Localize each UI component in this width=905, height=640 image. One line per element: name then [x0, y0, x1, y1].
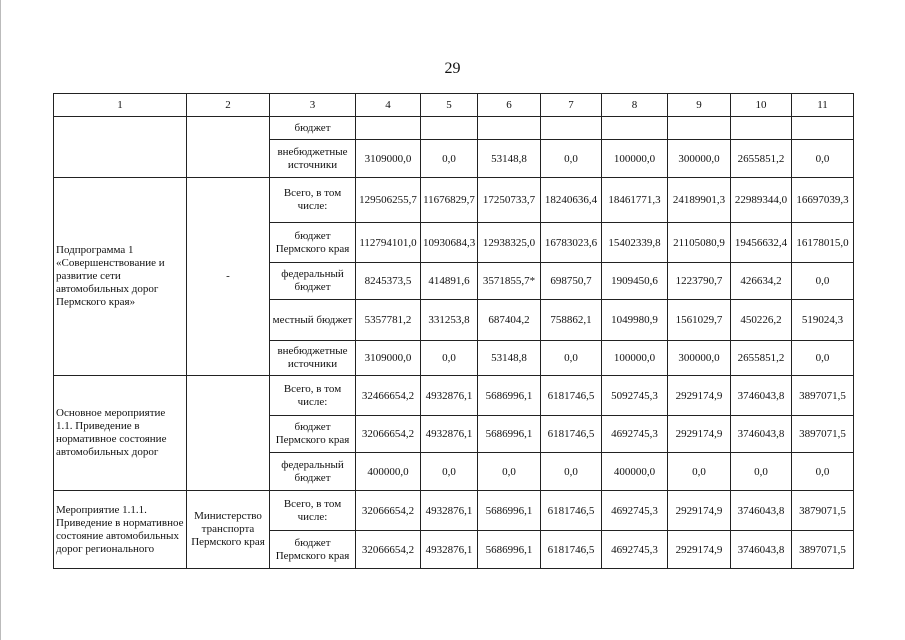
- amount-cell: 0,0: [541, 140, 602, 178]
- funding-source-cell: местный бюджет: [270, 300, 356, 341]
- column-header: 10: [731, 94, 792, 117]
- amount-cell: 2655851,2: [731, 140, 792, 178]
- table-row: [54, 376, 854, 416]
- funding-source-cell: бюджет Пермского края: [270, 416, 356, 453]
- amount-cell: 32066654,2: [356, 531, 421, 569]
- amount-cell: 53148,8: [478, 341, 541, 376]
- table-row: [54, 178, 854, 223]
- amount-cell: 3109000,0: [356, 341, 421, 376]
- amount-cell: 16783023,6: [541, 223, 602, 263]
- column-header: 1: [54, 94, 187, 117]
- amount-cell: 0,0: [792, 263, 854, 300]
- amount-cell: 698750,7: [541, 263, 602, 300]
- column-header: 3: [270, 94, 356, 117]
- amount-cell: 6181746,5: [541, 531, 602, 569]
- amount-cell: 0,0: [541, 341, 602, 376]
- amount-cell: [602, 117, 668, 140]
- executor-cell: Министерство транспорта Пермского края: [187, 491, 270, 569]
- amount-cell: 5092745,3: [602, 376, 668, 416]
- amount-cell: 129506255,7: [356, 178, 421, 223]
- amount-cell: 2929174,9: [668, 416, 731, 453]
- amount-cell: 3897071,5: [792, 531, 854, 569]
- amount-cell: [356, 117, 421, 140]
- column-header: 9: [668, 94, 731, 117]
- amount-cell: 22989344,0: [731, 178, 792, 223]
- column-header: 7: [541, 94, 602, 117]
- amount-cell: 3897071,5: [792, 416, 854, 453]
- amount-cell: 100000,0: [602, 140, 668, 178]
- amount-cell: 4932876,1: [421, 491, 478, 531]
- amount-cell: 18240636,4: [541, 178, 602, 223]
- table-row: [54, 117, 854, 140]
- column-header: 11: [792, 94, 854, 117]
- table-row: [54, 491, 854, 531]
- column-header: 4: [356, 94, 421, 117]
- budget-table: [53, 93, 854, 569]
- amount-cell: 1223790,7: [668, 263, 731, 300]
- amount-cell: 16697039,3: [792, 178, 854, 223]
- program-name-cell: Подпрограмма 1 «Совершенствование и развитие сети автомобильных дорог Пермского края»: [54, 178, 187, 376]
- amount-cell: 24189901,3: [668, 178, 731, 223]
- amount-cell: 1561029,7: [668, 300, 731, 341]
- amount-cell: 687404,2: [478, 300, 541, 341]
- amount-cell: 0,0: [478, 453, 541, 491]
- funding-source-cell: внебюджетные источники: [270, 341, 356, 376]
- amount-cell: 6181746,5: [541, 491, 602, 531]
- amount-cell: 4692745,3: [602, 416, 668, 453]
- amount-cell: 8245373,5: [356, 263, 421, 300]
- amount-cell: [541, 117, 602, 140]
- amount-cell: 300000,0: [668, 140, 731, 178]
- amount-cell: 112794101,0: [356, 223, 421, 263]
- amount-cell: 3897071,5: [792, 376, 854, 416]
- funding-source-cell: Всего, в том числе:: [270, 178, 356, 223]
- amount-cell: 16178015,0: [792, 223, 854, 263]
- amount-cell: 6181746,5: [541, 376, 602, 416]
- amount-cell: 6181746,5: [541, 416, 602, 453]
- amount-cell: 758862,1: [541, 300, 602, 341]
- amount-cell: 519024,3: [792, 300, 854, 341]
- amount-cell: 1909450,6: [602, 263, 668, 300]
- amount-cell: 300000,0: [668, 341, 731, 376]
- amount-cell: 53148,8: [478, 140, 541, 178]
- page-number: 29: [444, 60, 461, 77]
- funding-source-cell: бюджет Пермского края: [270, 223, 356, 263]
- executor-cell: [187, 376, 270, 491]
- amount-cell: 3746043,8: [731, 416, 792, 453]
- amount-cell: 0,0: [792, 140, 854, 178]
- funding-source-cell: внебюджетные источники: [270, 140, 356, 178]
- program-name-cell: Мероприятие 1.1.1. Приведение в нормативное состояние автомобильных дорог регионального: [54, 491, 187, 569]
- funding-source-cell: федеральный бюджет: [270, 263, 356, 300]
- amount-cell: 100000,0: [602, 341, 668, 376]
- amount-cell: 4932876,1: [421, 376, 478, 416]
- amount-cell: 3571855,7*: [478, 263, 541, 300]
- amount-cell: 400000,0: [356, 453, 421, 491]
- amount-cell: 2929174,9: [668, 376, 731, 416]
- page-edge: [0, 0, 1, 640]
- amount-cell: 5686996,1: [478, 531, 541, 569]
- amount-cell: 3879071,5: [792, 491, 854, 531]
- amount-cell: 2929174,9: [668, 531, 731, 569]
- amount-cell: 0,0: [792, 341, 854, 376]
- amount-cell: 4932876,1: [421, 531, 478, 569]
- funding-source-cell: федеральный бюджет: [270, 453, 356, 491]
- amount-cell: [478, 117, 541, 140]
- amount-cell: 3746043,8: [731, 491, 792, 531]
- amount-cell: [421, 117, 478, 140]
- amount-cell: 0,0: [421, 341, 478, 376]
- amount-cell: 331253,8: [421, 300, 478, 341]
- amount-cell: 0,0: [541, 453, 602, 491]
- amount-cell: 400000,0: [602, 453, 668, 491]
- column-header: 8: [602, 94, 668, 117]
- amount-cell: 10930684,3: [421, 223, 478, 263]
- amount-cell: 11676829,7: [421, 178, 478, 223]
- amount-cell: 0,0: [421, 140, 478, 178]
- program-name-cell: Основное мероприятие 1.1. Приведение в нормативное состояние автомобильных дорог: [54, 376, 187, 491]
- amount-cell: 0,0: [421, 453, 478, 491]
- amount-cell: 4932876,1: [421, 416, 478, 453]
- funding-source-cell: бюджет: [270, 117, 356, 140]
- amount-cell: 19456632,4: [731, 223, 792, 263]
- amount-cell: 32066654,2: [356, 416, 421, 453]
- column-header: 6: [478, 94, 541, 117]
- amount-cell: 3746043,8: [731, 376, 792, 416]
- amount-cell: 2655851,2: [731, 341, 792, 376]
- amount-cell: 32066654,2: [356, 491, 421, 531]
- amount-cell: 17250733,7: [478, 178, 541, 223]
- amount-cell: 1049980,9: [602, 300, 668, 341]
- executor-cell: -: [187, 178, 270, 376]
- amount-cell: 4692745,3: [602, 531, 668, 569]
- executor-cell: [187, 117, 270, 178]
- amount-cell: 0,0: [731, 453, 792, 491]
- amount-cell: 15402339,8: [602, 223, 668, 263]
- column-header: 2: [187, 94, 270, 117]
- amount-cell: 5357781,2: [356, 300, 421, 341]
- header-row: [54, 94, 854, 117]
- amount-cell: 3746043,8: [731, 531, 792, 569]
- amount-cell: [792, 117, 854, 140]
- funding-source-cell: Всего, в том числе:: [270, 491, 356, 531]
- amount-cell: 18461771,3: [602, 178, 668, 223]
- amount-cell: 0,0: [792, 453, 854, 491]
- column-header: 5: [421, 94, 478, 117]
- amount-cell: 5686996,1: [478, 491, 541, 531]
- amount-cell: [731, 117, 792, 140]
- funding-source-cell: Всего, в том числе:: [270, 376, 356, 416]
- program-name-cell: [54, 117, 187, 178]
- amount-cell: 450226,2: [731, 300, 792, 341]
- amount-cell: 5686996,1: [478, 416, 541, 453]
- amount-cell: 12938325,0: [478, 223, 541, 263]
- amount-cell: 4692745,3: [602, 491, 668, 531]
- amount-cell: 0,0: [668, 453, 731, 491]
- amount-cell: 21105080,9: [668, 223, 731, 263]
- amount-cell: 414891,6: [421, 263, 478, 300]
- amount-cell: 32466654,2: [356, 376, 421, 416]
- amount-cell: 5686996,1: [478, 376, 541, 416]
- amount-cell: 426634,2: [731, 263, 792, 300]
- amount-cell: [668, 117, 731, 140]
- amount-cell: 2929174,9: [668, 491, 731, 531]
- amount-cell: 3109000,0: [356, 140, 421, 178]
- funding-source-cell: бюджет Пермского края: [270, 531, 356, 569]
